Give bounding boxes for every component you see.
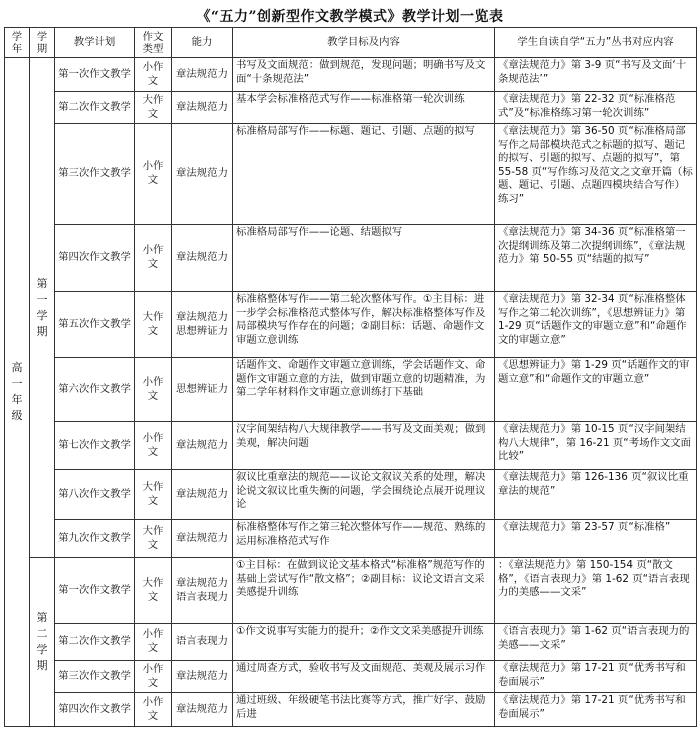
header-plan: 教学计划	[55, 28, 135, 58]
type-cell: 小作文	[135, 422, 172, 470]
table-row	[5, 225, 697, 292]
document-title: 《“五力”创新型作文教学模式》教学计划一览表	[196, 9, 504, 25]
goal-cell: 基本学会标准格范式写作——标准格第一轮次训练	[233, 92, 495, 124]
ref-cell: 《章法规范力》第 17-21 页“优秀书写和卷面展示”	[495, 661, 697, 693]
term2-cell	[30, 558, 55, 727]
goal-cell: 通过班级、年级硬笔书法比赛等方式，推广好字、鼓励后进	[233, 693, 495, 727]
header-goal: 教学目标及内容	[233, 28, 495, 58]
ability-cell: 章法规范力	[172, 661, 233, 693]
goal-cell: ①作文说事写实能力的提升；②作文文采美感提升训练	[233, 624, 495, 661]
ref-cell: 《章法规范力》第 22-32 页“标准格范式”及“标准格练习第一轮次训练”	[495, 92, 697, 124]
ref-cell: 《章法规范力》第 17-21 页“优秀书写和卷面展示”	[495, 693, 697, 727]
ref-cell: 《章法规范力》第 32-34 页“标准格整体写作之第二轮次训练”，《思想辨证力》第 1-29 页“话题作文的审题立意”和“命题作文的审题立意”	[495, 292, 697, 358]
ref-cell: 《语言表现力》第 1-62 页“语言表现力的美感——文采”	[495, 624, 697, 661]
plan-cell: 第三次作文教学	[55, 124, 135, 225]
type-cell: 大作文	[135, 92, 172, 124]
ability-cell: 章法规范力	[172, 92, 233, 124]
type-cell: 小作文	[135, 124, 172, 225]
plan-cell: 第五次作文教学	[55, 292, 135, 358]
ref-cell: 《章法规范力》第 10-15 页“汉字间架结构八大规律”，第 16-21 页“考场作文文面比较”	[495, 422, 697, 470]
ability-cell: 语言表现力	[172, 624, 233, 661]
header-row	[5, 28, 697, 58]
teaching-plan-table	[4, 27, 697, 727]
type-cell: 大作文	[135, 558, 172, 624]
year-cell	[5, 58, 30, 727]
table-row	[5, 92, 697, 124]
goal-cell: 标准格局部写作——论题、结题拟写	[233, 225, 495, 292]
ability-cell: 章法规范力	[172, 58, 233, 92]
goal-cell: 书写及文面规范：做到规范，发现问题；明确书写及文面“十条规范法”	[233, 58, 495, 92]
plan-cell: 第七次作文教学	[55, 422, 135, 470]
ability-cell: 章法规范力 思想辨证力	[172, 292, 233, 358]
goal-cell: 标准格整体写作之第三轮次整体写作——规范、熟练的运用标准格范式写作	[233, 520, 495, 558]
goal-cell: 标准格局部写作——标题、题记、引题、点题的拟写	[233, 124, 495, 225]
ref-cell: 《章法规范力》第 34-36 页“标准格第一次提纲训练及第二次提纲训练”，《章法规范力》第 50-55 页“结题的拟写”	[495, 225, 697, 292]
table-row	[5, 693, 697, 727]
table-row	[5, 558, 697, 624]
ability-cell: 思想辨证力	[172, 358, 233, 422]
ref-cell: 《章法规范力》第 126-136 页“叙议比重章法的规范”	[495, 470, 697, 520]
goal-cell: ①主目标：在做到议论文基本格式“标准格”规范写作的基础上尝试写作“散文格”；②副目标：议论文语言文采美感提升训练	[233, 558, 495, 624]
plan-cell: 第八次作文教学	[55, 470, 135, 520]
table-row	[5, 470, 697, 520]
ability-cell: 章法规范力	[172, 422, 233, 470]
ability-cell: 章法规范力	[172, 520, 233, 558]
goal-cell: 通过周查方式，验收书写及文面规范、美观及展示习作	[233, 661, 495, 693]
type-cell: 大作文	[135, 520, 172, 558]
table-row	[5, 624, 697, 661]
header-term: 学期	[30, 28, 55, 58]
header-ref: 学生自读自学“五力”丛书对应内容	[495, 28, 697, 58]
ref-cell: 《思想辨证力》第 1-29 页“话题作文的审题立意”和“命题作文的审题立意”	[495, 358, 697, 422]
type-cell: 大作文	[135, 470, 172, 520]
plan-cell: 第四次作文教学	[55, 225, 135, 292]
goal-cell: 话题作文、命题作文审题立意训练，学会话题作文、命题作文审题立意的方法，做到审题立意的切题精准，为第二学年材料作文审题立意训练打下基础	[233, 358, 495, 422]
goal-cell: 叙议比重章法的规范——议论文叙议关系的处理，解决论说文叙议比重失衡的问题，学会围绕论点展开说理议论	[233, 470, 495, 520]
plan-cell: 第三次作文教学	[55, 661, 135, 693]
ability-cell: 章法规范力	[172, 693, 233, 727]
term2-label: 第二学期	[36, 611, 48, 672]
type-cell: 小作文	[135, 661, 172, 693]
ability-cell: 章法规范力	[172, 470, 233, 520]
type-cell: 小作文	[135, 225, 172, 292]
table-row	[5, 124, 697, 225]
goal-cell: 标准格整体写作——第二轮次整体写作。①主目标：进一步学会标准格范式整体写作，解决标准格整体写作及局部模块写作存在的问题；②副目标：话题、命题作文审题立意训练	[233, 292, 495, 358]
ability-cell: 章法规范力	[172, 124, 233, 225]
ability-cell: 章法规范力 语言表现力	[172, 558, 233, 624]
table-row	[5, 58, 697, 92]
plan-cell: 第六次作文教学	[55, 358, 135, 422]
table-row	[5, 358, 697, 422]
plan-cell: 第一次作文教学	[55, 58, 135, 92]
ability-cell: 章法规范力	[172, 225, 233, 292]
plan-cell: 第九次作文教学	[55, 520, 135, 558]
table-row	[5, 661, 697, 693]
type-cell: 小作文	[135, 358, 172, 422]
plan-cell: 第二次作文教学	[55, 92, 135, 124]
term1-label: 第一学期	[36, 276, 48, 338]
type-cell: 小作文	[135, 693, 172, 727]
goal-cell: 汉字间架结构八大规律教学——书写及文面美观；做到美观，解决问题	[233, 422, 495, 470]
year-label: 高一年级	[11, 361, 23, 422]
header-ability: 能力	[172, 28, 233, 58]
type-cell: 小作文	[135, 58, 172, 92]
table-row	[5, 292, 697, 358]
plan-cell: 第四次作文教学	[55, 693, 135, 727]
header-year: 学年	[5, 28, 30, 58]
ref-cell: 《章法规范力》第 36-50 页“标准格局部写作之局部模块范式之标题的拟写、题记的拟写、引题的拟写、点题的拟写”，第 55-58 页“写作练习及范文之文章开篇（标题、题记、引题、点题四模块结合写作）练习”	[495, 124, 697, 225]
plan-cell: 第一次作文教学	[55, 558, 135, 624]
ref-cell: ：《章法规范力》第 150-154 页“散文格”，《语言表现力》第 1-62 页“语言表现力的美感——文采”	[495, 558, 697, 624]
header-type: 作文类型	[135, 28, 172, 58]
type-cell: 小作文	[135, 624, 172, 661]
table-row	[5, 422, 697, 470]
term1-cell	[30, 58, 55, 558]
type-cell: 大作文	[135, 292, 172, 358]
ref-cell: 《章法规范力》第 23-57 页“标准格”	[495, 520, 697, 558]
table-row	[5, 520, 697, 558]
plan-cell: 第二次作文教学	[55, 624, 135, 661]
ref-cell: 《章法规范力》第 3-9 页“书写及文面‘十条规范法’”	[495, 58, 697, 92]
